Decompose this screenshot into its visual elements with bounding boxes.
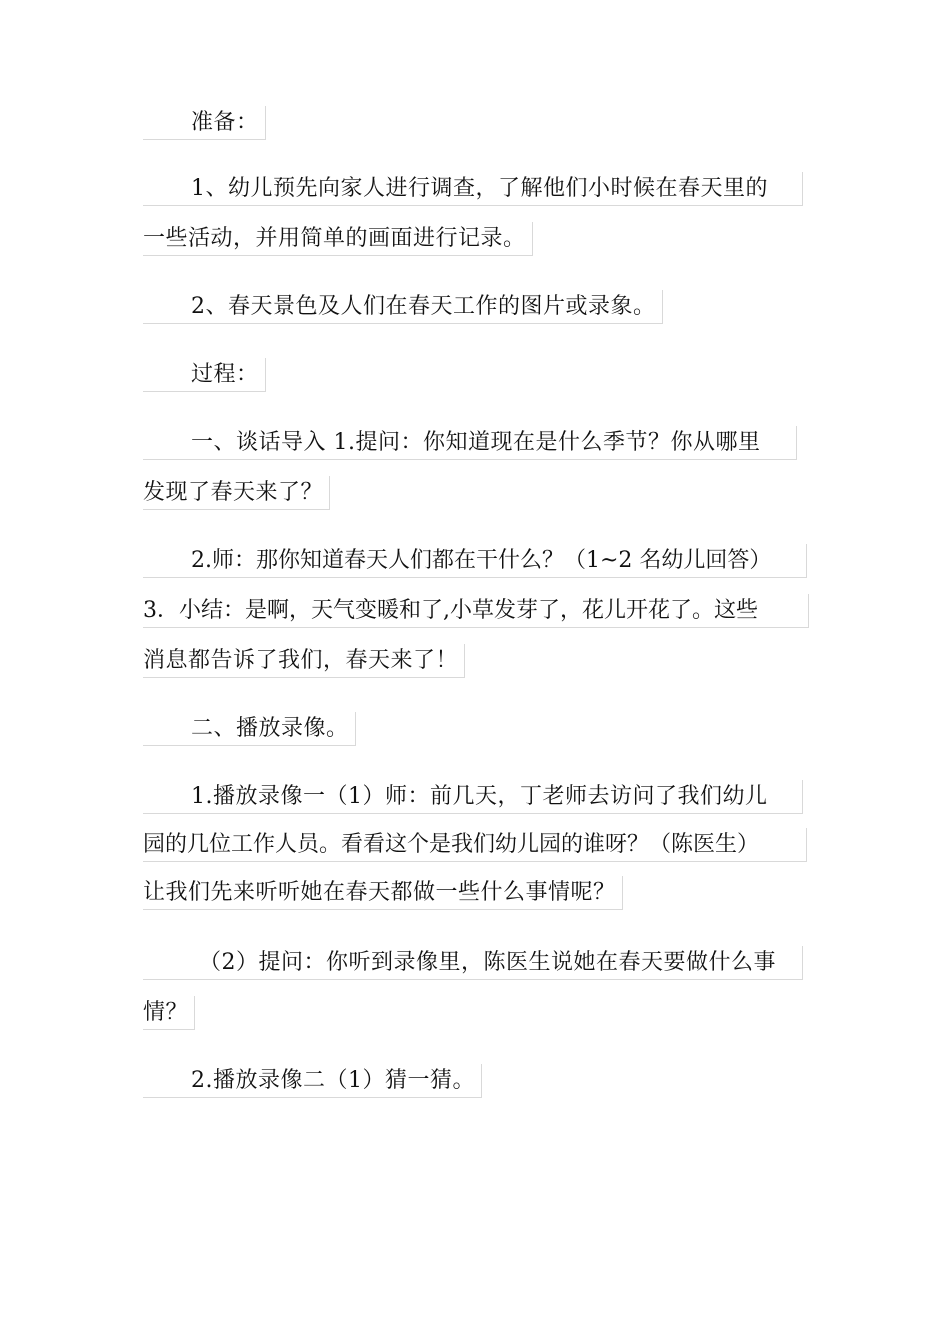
heading-preparation: 准备： [143,106,266,140]
paragraph-line: 2.师：那你知道春天人们都在干什么？（1~2 名幼儿回答） [143,544,807,578]
paragraph-line: 一、谈话导入 1.提问：你知道现在是什么季节？你从哪里 [143,426,797,460]
paragraph-line: 1.播放录像一（1）师：前几天，丁老师去访问了我们幼儿 [143,780,803,814]
paragraph-line: （2）提问：你听到录像里，陈医生说她在春天要做什么事 [143,946,803,980]
paragraph-line: 2、春天景色及人们在春天工作的图片或录象。 [143,290,663,324]
paragraph-line: 一些活动，并用简单的画面进行记录。 [143,222,533,256]
paragraph-line: 消息都告诉了我们，春天来了！ [143,644,465,678]
paragraph-line: 发现了春天来了？ [143,476,330,510]
paragraph-line: 园的几位工作人员。看看这个是我们幼儿园的谁呀？（陈医生） [143,828,807,862]
heading-process: 过程： [143,358,266,392]
paragraph-line: 情？ [143,996,195,1030]
paragraph-line: 3．小结：是啊，天气变暖和了,小草发芽了，花儿开花了。这些 [143,594,809,628]
paragraph-line: 让我们先来听听她在春天都做一些什么事情呢？ [143,876,623,910]
paragraph-line: 2.播放录像二（1）猜一猜。 [143,1064,482,1098]
paragraph-line: 1、幼儿预先向家人进行调查，了解他们小时候在春天里的 [143,172,803,206]
heading-play-video: 二、播放录像。 [143,712,356,746]
